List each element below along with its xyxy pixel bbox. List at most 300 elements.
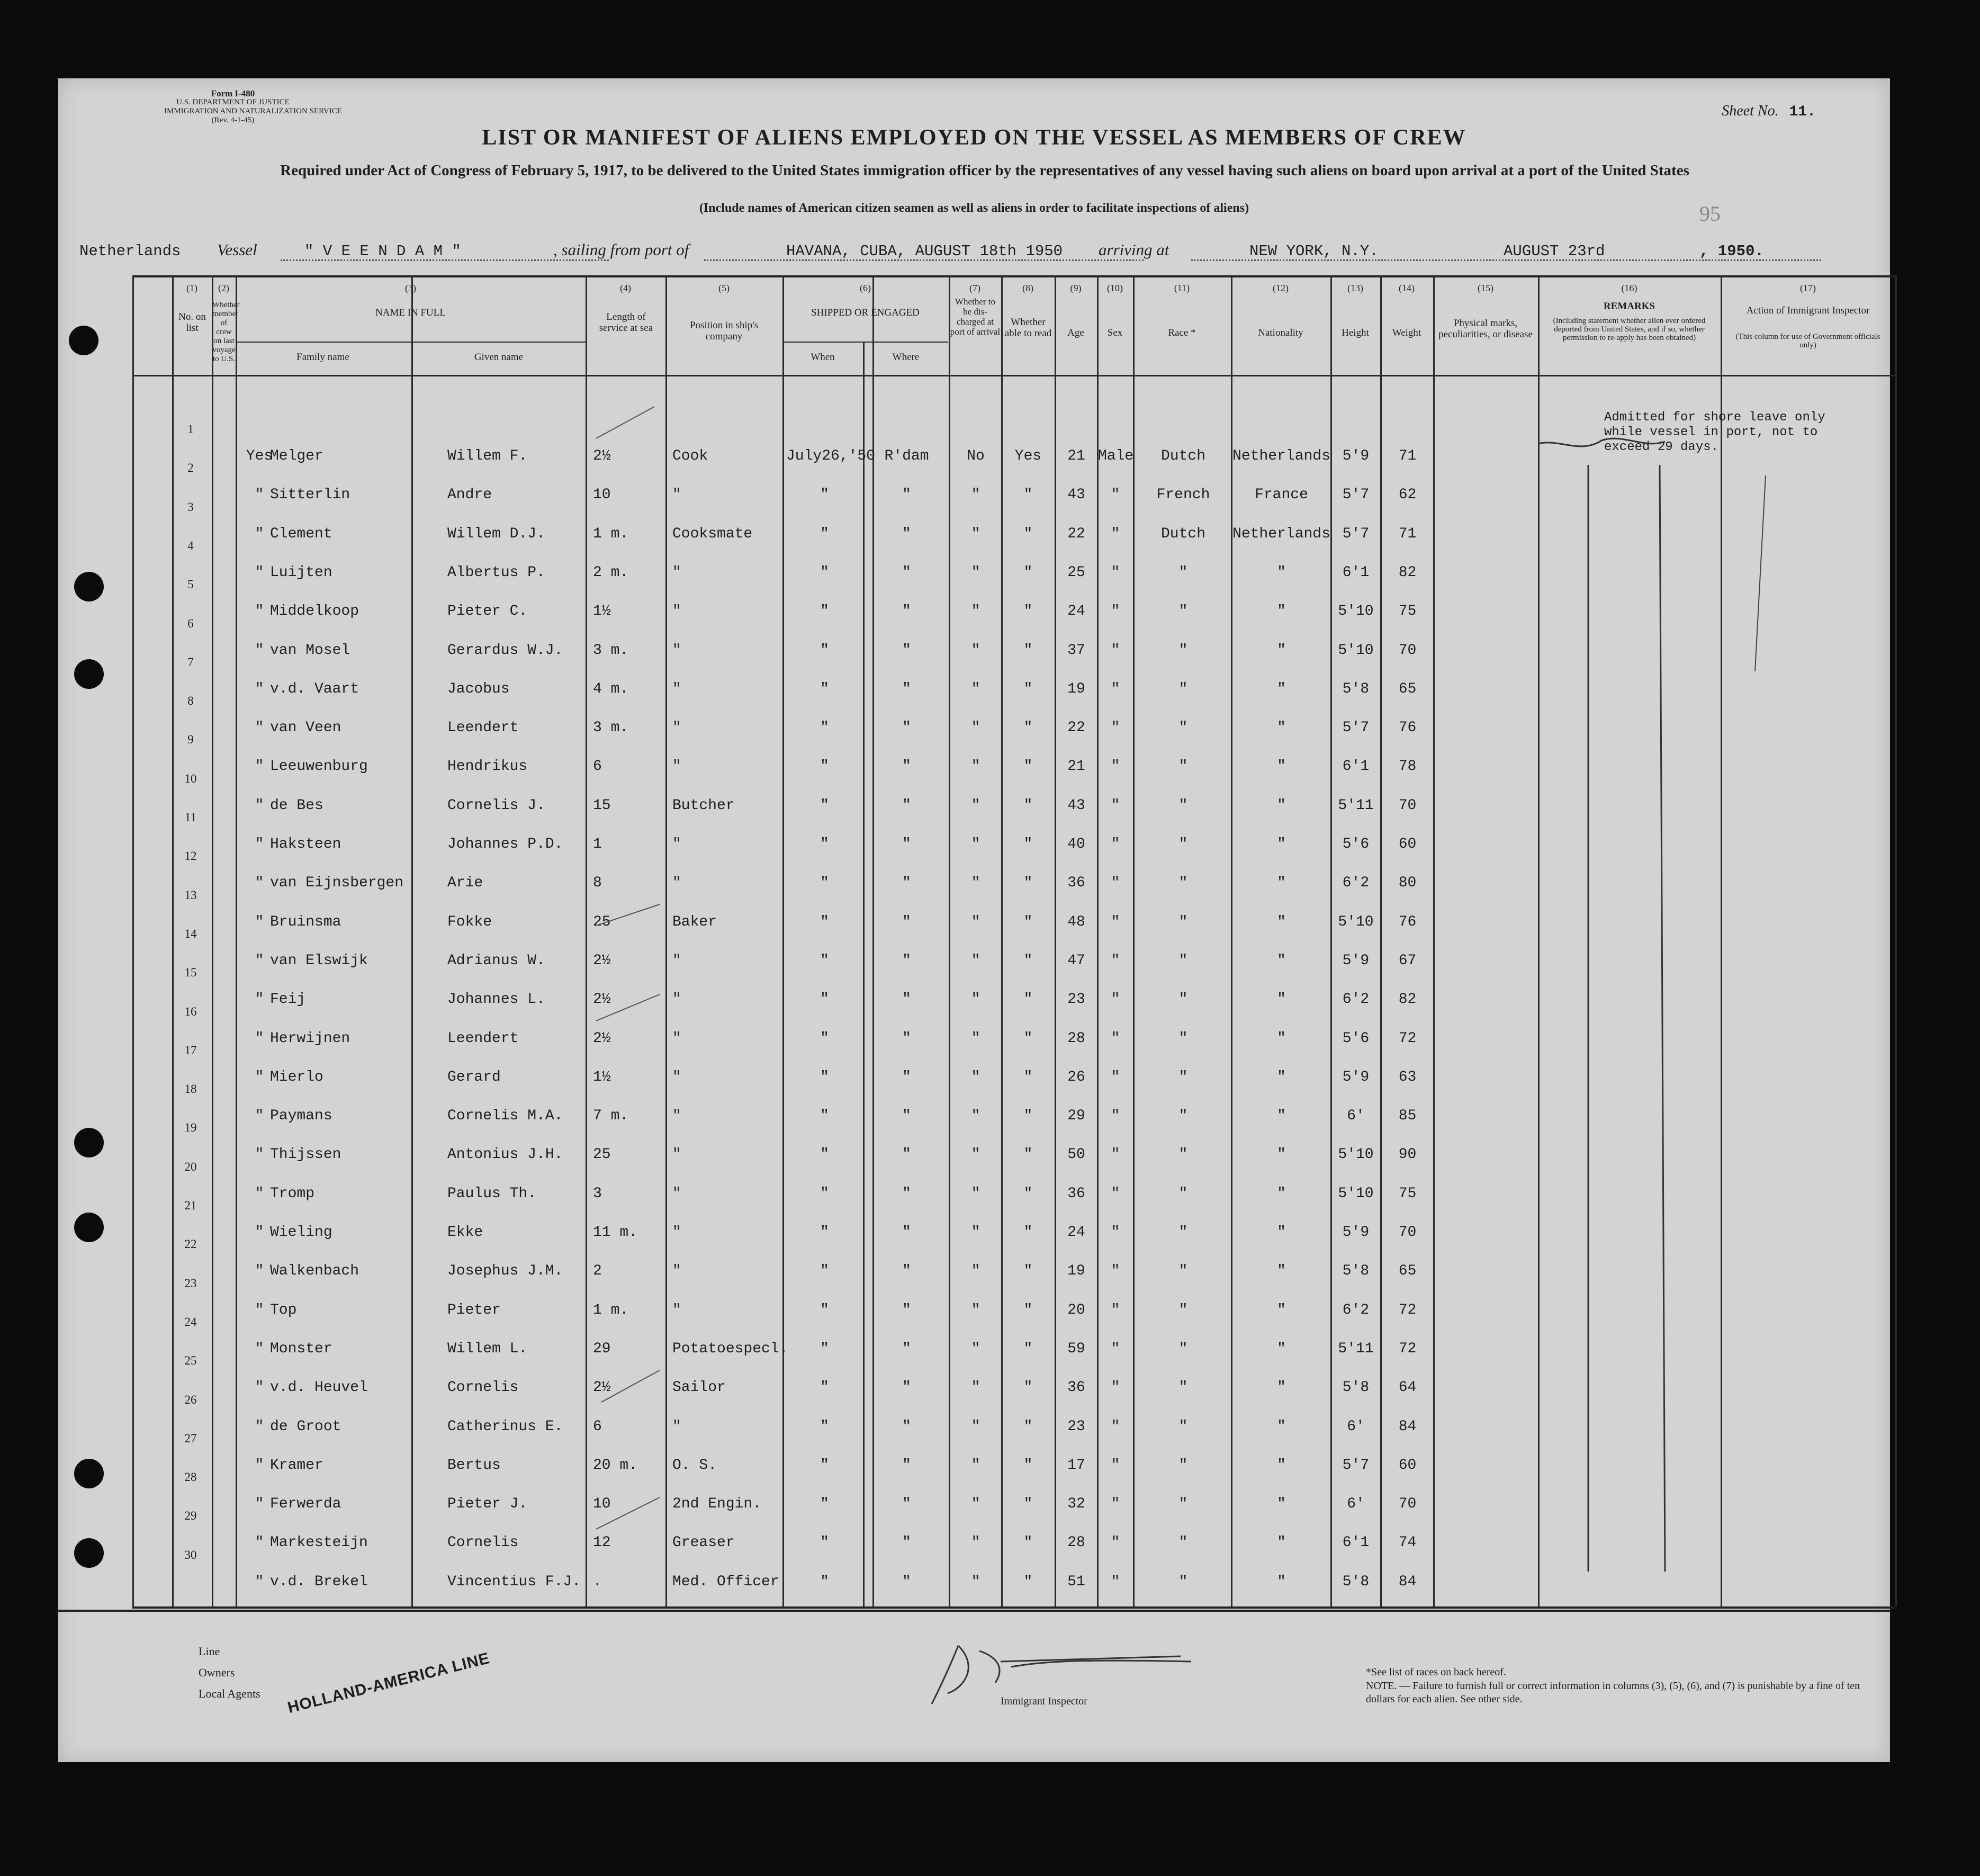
cell-when: " bbox=[820, 991, 829, 1008]
cell-family: van Mosel bbox=[270, 642, 350, 659]
cell-discharged: " bbox=[971, 1573, 980, 1590]
row-number: 30 bbox=[184, 1548, 197, 1561]
sheet-value: 11. bbox=[1789, 104, 1816, 120]
cell-discharged: " bbox=[971, 875, 980, 892]
cell-read: " bbox=[1023, 797, 1033, 814]
cell-crew: " bbox=[255, 991, 264, 1008]
cell-crew: " bbox=[255, 1301, 264, 1318]
cell-crew: " bbox=[255, 1418, 264, 1435]
cell-service: 2 m. bbox=[593, 564, 629, 581]
cell-crew: " bbox=[255, 564, 264, 581]
cell-weight: 63 bbox=[1398, 1069, 1417, 1085]
cell-given: Josephus J.M. bbox=[447, 1263, 563, 1280]
cell-race: " bbox=[1178, 1573, 1188, 1590]
col-rule bbox=[1231, 275, 1232, 1606]
cell-where: " bbox=[902, 1534, 911, 1551]
cell-read: " bbox=[1023, 991, 1033, 1008]
cell-sex: " bbox=[1111, 1146, 1120, 1163]
cell-sex: " bbox=[1111, 1030, 1120, 1047]
cell-discharged: " bbox=[971, 1146, 980, 1163]
cell-given: Gerard bbox=[447, 1069, 501, 1085]
header-service-length: Length of service at sea bbox=[599, 311, 653, 334]
cell-sex: " bbox=[1111, 603, 1120, 620]
cell-nationality: " bbox=[1277, 1340, 1286, 1357]
cell-read: Yes bbox=[1014, 448, 1042, 464]
col-rule bbox=[1133, 275, 1135, 1606]
cell-where: " bbox=[902, 1185, 911, 1202]
remark-ditto-lines bbox=[1538, 407, 1898, 1609]
cell-race: " bbox=[1178, 1457, 1188, 1474]
cell-discharged: " bbox=[971, 1496, 980, 1513]
cell-service: 1½ bbox=[593, 603, 611, 620]
cell-nationality: " bbox=[1277, 913, 1286, 930]
cell-given: Arie bbox=[447, 875, 483, 892]
colnum-4: (4) bbox=[620, 283, 631, 293]
cell-family: v.d. Vaart bbox=[270, 680, 359, 697]
cell-nationality: " bbox=[1277, 1185, 1286, 1202]
cell-family: van Elswijk bbox=[270, 952, 368, 969]
col-rule bbox=[1055, 275, 1056, 1606]
cell-age: 47 bbox=[1067, 952, 1085, 969]
races-note: *See list of races on back hereof. bbox=[1366, 1666, 1506, 1678]
cell-when: " bbox=[820, 603, 829, 620]
cell-sex: " bbox=[1111, 1185, 1120, 1202]
cell-position: " bbox=[672, 642, 681, 659]
cell-family: Sitterlin bbox=[270, 487, 350, 504]
cell-service: 6 bbox=[593, 1418, 602, 1435]
cell-position: Med. Officer bbox=[672, 1573, 779, 1590]
cell-service: 2½ bbox=[593, 1030, 611, 1047]
row-number: 1 bbox=[187, 423, 194, 436]
cell-race: " bbox=[1178, 1301, 1188, 1318]
row-number: 9 bbox=[187, 733, 194, 747]
cell-read: " bbox=[1023, 875, 1033, 892]
cell-position: Greaser bbox=[672, 1534, 735, 1551]
cell-given: Ekke bbox=[447, 1224, 483, 1241]
cell-age: 26 bbox=[1067, 1069, 1085, 1085]
cell-discharged: " bbox=[971, 1030, 980, 1047]
cell-age: 43 bbox=[1067, 797, 1085, 814]
cell-height: 5'9 bbox=[1342, 1224, 1370, 1241]
header-remarks-note: (Including statement whether alien ever ordered deported from United States, and if so, whether permission to re-apply has been obtained) bbox=[1553, 317, 1706, 342]
cell-family: de Bes bbox=[270, 797, 323, 814]
cell-height: 5'10 bbox=[1338, 913, 1374, 930]
cell-sex: " bbox=[1111, 1301, 1120, 1318]
colnum-16: (16) bbox=[1621, 283, 1637, 293]
cell-read: " bbox=[1023, 1030, 1033, 1047]
cell-where: " bbox=[902, 952, 911, 969]
cell-family: v.d. Brekel bbox=[270, 1573, 368, 1590]
cell-nationality: " bbox=[1277, 1069, 1286, 1085]
cell-where: R'dam bbox=[884, 448, 929, 464]
cell-position: " bbox=[672, 1030, 681, 1047]
cell-height: 6'2 bbox=[1342, 991, 1370, 1008]
cell-service: 3 m. bbox=[593, 720, 629, 737]
cell-discharged: " bbox=[971, 1534, 980, 1551]
row-number: 12 bbox=[184, 849, 197, 863]
form-department: U.S. DEPARTMENT OF JUSTICE bbox=[176, 98, 290, 106]
colnum-11: (11) bbox=[1174, 283, 1190, 293]
cell-read: " bbox=[1023, 913, 1033, 930]
colnum-6: (6) bbox=[860, 283, 871, 293]
cell-position: O. S. bbox=[672, 1457, 717, 1474]
cell-height: 5'7 bbox=[1342, 487, 1370, 504]
header-no-on-list: No. on list bbox=[178, 311, 206, 334]
cell-given: Cornelis J. bbox=[447, 797, 545, 814]
form-number: Form I-480 bbox=[211, 88, 255, 98]
page-title: LIST OR MANIFEST OF ALIENS EMPLOYED ON THE VESSEL AS MEMBERS OF CREW bbox=[482, 125, 1466, 150]
cell-crew: " bbox=[255, 1573, 264, 1590]
cell-where: " bbox=[902, 1457, 911, 1474]
cell-race: " bbox=[1178, 875, 1188, 892]
row-number: 17 bbox=[184, 1043, 197, 1057]
col-rule bbox=[411, 275, 413, 1606]
col-rule bbox=[236, 275, 237, 1606]
line-label: Line bbox=[199, 1645, 220, 1658]
cell-when: " bbox=[820, 1301, 829, 1318]
cell-weight: 80 bbox=[1398, 875, 1417, 892]
cell-family: Tromp bbox=[270, 1185, 315, 1202]
cell-position: Sailor bbox=[672, 1379, 726, 1396]
cell-when: " bbox=[820, 758, 829, 775]
col-rule bbox=[1001, 275, 1003, 1606]
cell-position: " bbox=[672, 680, 681, 697]
cell-when: " bbox=[820, 487, 829, 504]
header-able-read: Whether able to read bbox=[1004, 317, 1052, 339]
holland-america-stamp: HOLLAND-AMERICA LINE bbox=[286, 1649, 492, 1717]
cell-position: " bbox=[672, 836, 681, 852]
cell-nationality: " bbox=[1277, 1030, 1286, 1047]
cell-service: 1 m. bbox=[593, 1301, 629, 1318]
cell-race: " bbox=[1178, 720, 1188, 737]
cell-service: 8 bbox=[593, 875, 602, 892]
vessel-label: Vessel bbox=[217, 240, 257, 259]
cell-position: " bbox=[672, 564, 681, 581]
cell-nationality: " bbox=[1277, 1301, 1286, 1318]
cell-nationality: Netherlands bbox=[1232, 448, 1330, 464]
cell-age: 59 bbox=[1067, 1340, 1085, 1357]
cell-nationality: " bbox=[1277, 1534, 1286, 1551]
cell-race: Dutch bbox=[1160, 448, 1205, 464]
cell-family: Feij bbox=[270, 991, 306, 1008]
cell-weight: 72 bbox=[1398, 1301, 1417, 1318]
cell-read: " bbox=[1023, 1108, 1033, 1125]
cell-height: 6' bbox=[1347, 1418, 1365, 1435]
cell-sex: " bbox=[1111, 797, 1120, 814]
cell-age: 28 bbox=[1067, 1030, 1085, 1047]
cell-weight: 71 bbox=[1398, 525, 1417, 542]
cell-where: " bbox=[902, 1069, 911, 1085]
cell-discharged: " bbox=[971, 642, 980, 659]
cell-height: 5'9 bbox=[1342, 952, 1370, 969]
cell-family: Wieling bbox=[270, 1224, 332, 1241]
cell-sex: " bbox=[1111, 1573, 1120, 1590]
cell-where: " bbox=[902, 797, 911, 814]
footer-rule bbox=[58, 1610, 1890, 1612]
cell-race: " bbox=[1178, 564, 1188, 581]
cell-given: Gerardus W.J. bbox=[447, 642, 563, 659]
cell-given: Cornelis bbox=[447, 1534, 519, 1551]
form-service: IMMIGRATION AND NATURALIZATION SERVICE bbox=[164, 107, 342, 115]
arriving-label: arriving at bbox=[1099, 240, 1169, 259]
cell-service: 3 bbox=[593, 1185, 602, 1202]
cell-discharged: " bbox=[971, 1185, 980, 1202]
cell-discharged: " bbox=[971, 564, 980, 581]
cell-family: Herwijnen bbox=[270, 1030, 350, 1047]
cell-nationality: " bbox=[1277, 991, 1286, 1008]
row-number: 23 bbox=[184, 1276, 197, 1290]
cell-position: " bbox=[672, 1301, 681, 1318]
cell-given: Cornelis bbox=[447, 1379, 519, 1396]
cell-discharged: " bbox=[971, 1418, 980, 1435]
row-number: 26 bbox=[184, 1393, 197, 1406]
cell-where: " bbox=[902, 1418, 911, 1435]
cell-age: 32 bbox=[1067, 1496, 1085, 1513]
shipped-subrule bbox=[782, 342, 948, 343]
cell-height: 5'8 bbox=[1342, 1379, 1370, 1396]
cell-nationality: " bbox=[1277, 680, 1286, 697]
remark-line-2: while vessel in port, not to bbox=[1604, 425, 1818, 439]
cell-position: Cook bbox=[672, 448, 708, 464]
cell-crew: " bbox=[255, 1069, 264, 1085]
cell-weight: 71 bbox=[1398, 448, 1417, 464]
binder-hole bbox=[74, 659, 104, 689]
cell-read: " bbox=[1023, 487, 1033, 504]
cell-weight: 70 bbox=[1398, 642, 1417, 659]
cell-when: " bbox=[820, 952, 829, 969]
cell-given: Pieter C. bbox=[447, 603, 528, 620]
cell-height: 5'6 bbox=[1342, 1030, 1370, 1047]
cell-read: " bbox=[1023, 1340, 1033, 1357]
cell-age: 36 bbox=[1067, 1379, 1085, 1396]
cell-position: " bbox=[672, 720, 681, 737]
row-number: 16 bbox=[184, 1004, 197, 1018]
cell-race: " bbox=[1178, 1418, 1188, 1435]
cell-height: 6'2 bbox=[1342, 875, 1370, 892]
cell-when: " bbox=[820, 1263, 829, 1280]
cell-race: " bbox=[1178, 913, 1188, 930]
cell-when: " bbox=[820, 913, 829, 930]
cell-service: 7 m. bbox=[593, 1108, 629, 1125]
cell-when: " bbox=[820, 1418, 829, 1435]
cell-height: 5'7 bbox=[1342, 720, 1370, 737]
cell-family: Bruinsma bbox=[270, 913, 341, 930]
binder-hole bbox=[69, 326, 98, 355]
cell-weight: 67 bbox=[1398, 952, 1417, 969]
cell-service: 6 bbox=[593, 758, 602, 775]
cell-where: " bbox=[902, 875, 911, 892]
cell-weight: 72 bbox=[1398, 1030, 1417, 1047]
cell-race: " bbox=[1178, 1108, 1188, 1125]
cell-given: Leendert bbox=[447, 1030, 519, 1047]
row-number: 29 bbox=[184, 1509, 197, 1523]
cell-when: " bbox=[820, 1573, 829, 1590]
cell-position: Butcher bbox=[672, 797, 735, 814]
cell-weight: 84 bbox=[1398, 1418, 1417, 1435]
cell-height: 5'9 bbox=[1342, 448, 1370, 464]
cell-given: Antonius J.H. bbox=[447, 1146, 563, 1163]
cell-height: 6'1 bbox=[1342, 758, 1370, 775]
cell-weight: 65 bbox=[1398, 680, 1417, 697]
header-when: When bbox=[811, 352, 835, 363]
cell-crew: " bbox=[255, 1534, 264, 1551]
cell-read: " bbox=[1023, 680, 1033, 697]
cell-family: van Eijnsbergen bbox=[270, 875, 404, 892]
cell-weight: 72 bbox=[1398, 1340, 1417, 1357]
cell-race: " bbox=[1178, 603, 1188, 620]
cell-given: Johannes L. bbox=[447, 991, 545, 1008]
cell-sex: " bbox=[1111, 1457, 1120, 1474]
cell-nationality: " bbox=[1277, 603, 1286, 620]
cell-position: " bbox=[672, 1146, 681, 1163]
header-crew-last-voyage: Whether member of crew on last voyage to U.S. bbox=[212, 301, 240, 363]
cell-discharged: " bbox=[971, 525, 980, 542]
cell-crew: " bbox=[255, 1340, 264, 1357]
cell-discharged: " bbox=[971, 797, 980, 814]
cell-when: " bbox=[820, 1457, 829, 1474]
cell-age: 37 bbox=[1067, 642, 1085, 659]
cell-age: 23 bbox=[1067, 1418, 1085, 1435]
cell-weight: 64 bbox=[1398, 1379, 1417, 1396]
colnum-15: (15) bbox=[1478, 283, 1493, 293]
cell-height: 5'10 bbox=[1338, 603, 1374, 620]
cell-sex: " bbox=[1111, 1534, 1120, 1551]
cell-given: Jacobus bbox=[447, 680, 510, 697]
header-age: Age bbox=[1067, 327, 1084, 338]
cell-service: 3 m. bbox=[593, 642, 629, 659]
cell-service: 1 m. bbox=[593, 525, 629, 542]
cell-given: Andre bbox=[447, 487, 492, 504]
cell-race: " bbox=[1178, 991, 1188, 1008]
cell-nationality: " bbox=[1277, 1146, 1286, 1163]
cell-height: 5'6 bbox=[1342, 836, 1370, 852]
cell-service: 2½ bbox=[593, 991, 611, 1008]
owners-label: Owners bbox=[199, 1666, 235, 1679]
cell-where: " bbox=[902, 1340, 911, 1357]
cell-weight: 70 bbox=[1398, 797, 1417, 814]
cell-service: 20 m. bbox=[593, 1457, 638, 1474]
cell-race: " bbox=[1178, 1534, 1188, 1551]
cell-nationality: " bbox=[1277, 758, 1286, 775]
cell-nationality: " bbox=[1277, 1224, 1286, 1241]
cell-where: " bbox=[902, 1496, 911, 1513]
binder-hole bbox=[74, 1459, 104, 1488]
cell-height: 5'8 bbox=[1342, 680, 1370, 697]
colnum-5: (5) bbox=[718, 283, 730, 293]
cell-position: 2nd Engin. bbox=[672, 1496, 762, 1513]
col-rule bbox=[212, 275, 213, 1606]
cell-nationality: " bbox=[1277, 1418, 1286, 1435]
cell-sex: " bbox=[1111, 1418, 1120, 1435]
header-discharged: Whether to be dis-charged at port of arrival bbox=[950, 297, 1001, 337]
cell-read: " bbox=[1023, 836, 1033, 852]
cell-read: " bbox=[1023, 1146, 1033, 1163]
cell-nationality: " bbox=[1277, 564, 1286, 581]
cell-crew: " bbox=[255, 1108, 264, 1125]
binder-hole bbox=[74, 572, 104, 602]
cell-given: Albertus P. bbox=[447, 564, 545, 581]
cell-where: " bbox=[902, 680, 911, 697]
cell-height: 6' bbox=[1347, 1108, 1365, 1125]
cell-given: Adrianus W. bbox=[447, 952, 545, 969]
cell-nationality: " bbox=[1277, 642, 1286, 659]
cell-when: " bbox=[820, 525, 829, 542]
cell-where: " bbox=[902, 836, 911, 852]
cell-weight: 78 bbox=[1398, 758, 1417, 775]
cell-position: " bbox=[672, 487, 681, 504]
cell-service: 2 bbox=[593, 1263, 602, 1280]
cell-height: 5'8 bbox=[1342, 1573, 1370, 1590]
cell-family: Paymans bbox=[270, 1108, 332, 1125]
cell-age: 21 bbox=[1067, 448, 1085, 464]
cell-sex: " bbox=[1111, 525, 1120, 542]
cell-discharged: " bbox=[971, 1379, 980, 1396]
cell-age: 20 bbox=[1067, 1301, 1085, 1318]
cell-family: Thijssen bbox=[270, 1146, 341, 1163]
header-family-name: Family name bbox=[296, 352, 349, 363]
service-slash-marks bbox=[586, 396, 665, 1603]
cell-when: " bbox=[820, 797, 829, 814]
cell-sex: " bbox=[1111, 836, 1120, 852]
cell-age: 36 bbox=[1067, 1185, 1085, 1202]
cell-height: 6' bbox=[1347, 1496, 1365, 1513]
cell-given: Cornelis M.A. bbox=[447, 1108, 563, 1125]
cell-sex: " bbox=[1111, 487, 1120, 504]
cell-given: Catherinus E. bbox=[447, 1418, 563, 1435]
cell-when: " bbox=[820, 642, 829, 659]
cell-age: 36 bbox=[1067, 875, 1085, 892]
cell-read: " bbox=[1023, 952, 1033, 969]
colnum-8: (8) bbox=[1022, 283, 1033, 293]
cell-where: " bbox=[902, 564, 911, 581]
row-number: 13 bbox=[184, 888, 197, 902]
cell-when: " bbox=[820, 680, 829, 697]
cell-service: 29 bbox=[593, 1340, 611, 1357]
colnum-10: (10) bbox=[1107, 283, 1123, 293]
cell-family: Top bbox=[270, 1301, 297, 1318]
include-note: (Include names of American citizen seamen as well as aliens in order to facilitate inspections of aliens) bbox=[699, 201, 1249, 215]
cell-weight: 82 bbox=[1398, 991, 1417, 1008]
cell-height: 5'10 bbox=[1338, 1185, 1374, 1202]
colnum-2: (2) bbox=[218, 283, 229, 293]
cell-sex: " bbox=[1111, 913, 1120, 930]
row-number: 10 bbox=[184, 771, 197, 785]
header-sex: Sex bbox=[1107, 327, 1123, 338]
cell-where: " bbox=[902, 1573, 911, 1590]
cell-position: " bbox=[672, 603, 681, 620]
cell-where: " bbox=[902, 1224, 911, 1241]
cell-read: " bbox=[1023, 1301, 1033, 1318]
cell-height: 5'10 bbox=[1338, 642, 1374, 659]
cell-nationality: " bbox=[1277, 836, 1286, 852]
col-rule bbox=[1433, 275, 1435, 1606]
cell-service: . bbox=[593, 1573, 602, 1590]
cell-discharged: " bbox=[971, 758, 980, 775]
cell-race: " bbox=[1178, 680, 1188, 697]
binder-hole bbox=[74, 1213, 104, 1242]
cell-crew: " bbox=[255, 758, 264, 775]
cell-crew: " bbox=[255, 913, 264, 930]
cell-nationality: " bbox=[1277, 720, 1286, 737]
cell-when: July26,'50 bbox=[786, 448, 876, 464]
cell-family: Markesteijn bbox=[270, 1534, 368, 1551]
cell-sex: " bbox=[1111, 564, 1120, 581]
colnum-9: (9) bbox=[1070, 283, 1082, 293]
cell-discharged: " bbox=[971, 991, 980, 1008]
cell-position: Potatoespecl. bbox=[672, 1340, 788, 1357]
cell-service: 4 m. bbox=[593, 680, 629, 697]
cell-given: Fokke bbox=[447, 913, 492, 930]
